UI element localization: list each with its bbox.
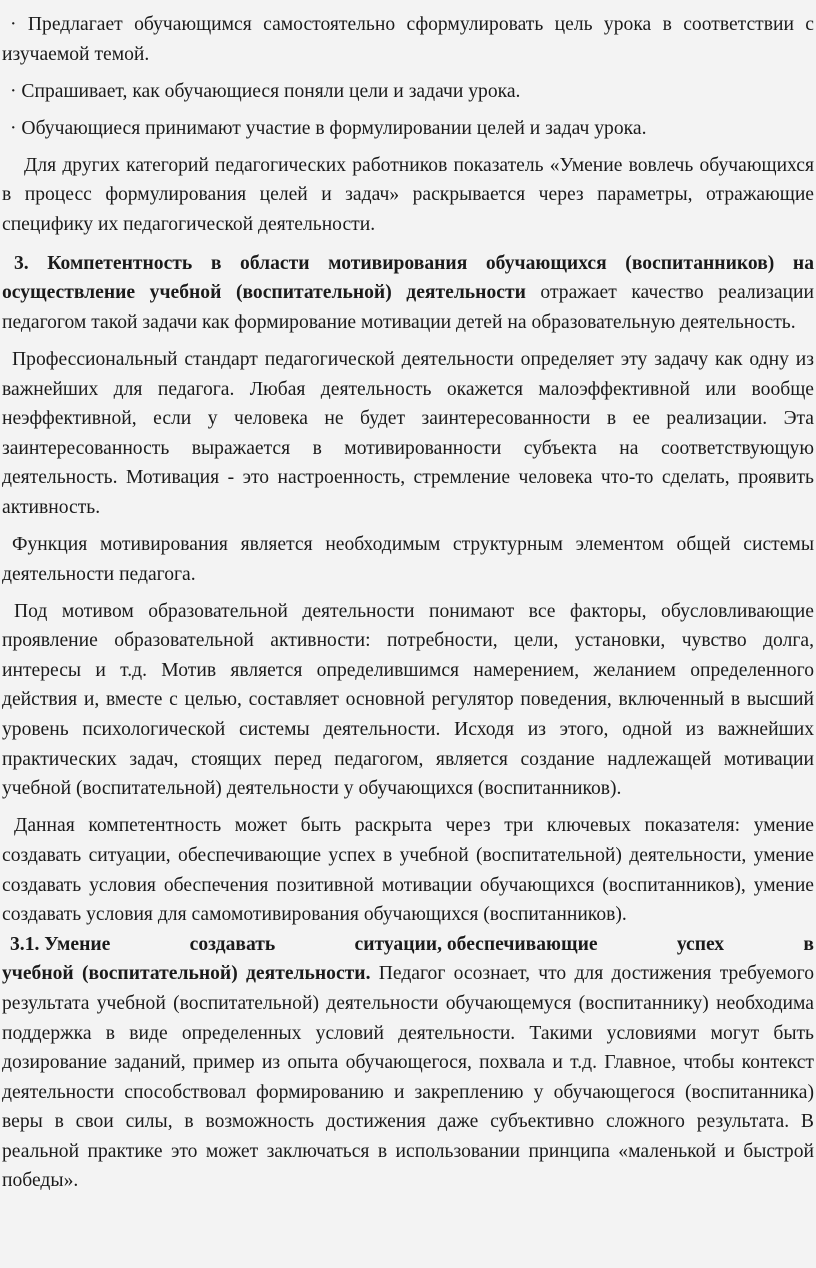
bullet-item-2: · Спрашивает, как обучающиеся поняли цели и задачи урока. bbox=[10, 80, 521, 102]
paragraph-motive-definition: Под мотивом образовательной деятельности понимают все факторы, обусловливающие проявление образовательной активности: потребности, цели, установки, чувство долга, интересы и т.д. Мотив является определившимся намерением, желанием определенного действия и, вместе с целью, составляет основной регулятор поведения, включенный в высший уровень психологической системы деятельности. Исходя из этого, одной из важнейших практических задач, стоящих перед педагогом, является создание надлежащей мотивации учебной (воспитательной) деятельности у обучающихся (воспитанников). bbox=[2, 600, 814, 800]
bullet-item-1: · Предлагает обучающимся самостоятельно сформулировать цель урока в соответствии с изучаемой темой. bbox=[2, 14, 814, 65]
paragraph-motivation-function: Функция мотивирования является необходимым структурным элементом общей системы деятельности педагога. bbox=[2, 534, 814, 585]
section-3-text: отражает качество реализации педагогом такой задачи как формирование мотивации детей на образовательную деятельность. bbox=[2, 282, 814, 333]
section-3-1-heading-word-3: ситуации, обеспечивающие bbox=[354, 933, 598, 955]
section-3-1-heading-end: учебной (воспитательной) деятельности. bbox=[2, 963, 371, 985]
bullet-item-3: · Обучающиеся принимают участие в формулировании целей и задач урока. bbox=[10, 117, 647, 139]
section-3-1-heading-word-1: 3.1. Умение bbox=[10, 933, 111, 955]
section-3-1-paragraph bbox=[2, 930, 814, 1196]
section-3-1-heading-word-5: в bbox=[803, 933, 814, 955]
section-3-1-heading-word-2: создавать bbox=[189, 933, 276, 955]
paragraph-competence-indicators: Данная компетентность может быть раскрыта через три ключевых показателя: умение создавать ситуации, обеспечивающие успех в учебной (воспитательной) деятельности, умение создавать условия обеспечения позитивной мотивации обучающихся (воспитанников), умение создавать условия для самомотивирования обучающихся (воспитанников). bbox=[2, 815, 814, 926]
section-3-1-text: Педагог осознает, что для достижения требуемого результата учебной (воспитательной) деятельности обучающемуся (воспитаннику) необходима поддержка в виде определенных условий деятельности. Такими условиями могут быть дозирование заданий, пример из опыта обучающегося, похвала и т.д. Главное, чтобы контекст деятельности способствовал формированию и закреплению у обучающегося (воспитанника) веры в свои силы, в возможность достижения даже субъективно сложного результата. В реальной практике это может заключаться в использовании принципа «маленькой и быстрой победы». bbox=[2, 963, 814, 1192]
section-3-1-heading-line bbox=[2, 930, 814, 960]
section-3-paragraph bbox=[2, 249, 814, 338]
section-3-1-heading-word-4: успех bbox=[676, 933, 725, 955]
paragraph-other-categories: Для других категорий педагогических работников показатель «Умение вовлечь обучающихся в процесс формулирования целей и задач» раскрывается через параметры, отражающие специфику их педагогической деятельности. bbox=[2, 154, 814, 236]
section-3-1-body bbox=[2, 959, 814, 1196]
section-3-heading: 3. Компетентность в области мотивирования обучающихся (воспитанников) на осуществление учебной (воспитательной) деятельности bbox=[2, 252, 814, 304]
paragraph-professional-standard: Профессиональный стандарт педагогической деятельности определяет эту задачу как одну из важнейших для педагога. Любая деятельность окажется малоэффективной или вообще неэффективной, если у человека не будет заинтересованности в ее реализации. Эта заинтересованность выражается в мотивированности субъекта на соответствующую деятельность. Мотивация - это настроенность, стремление человека что-то сделать, проявить активность. bbox=[2, 348, 814, 518]
